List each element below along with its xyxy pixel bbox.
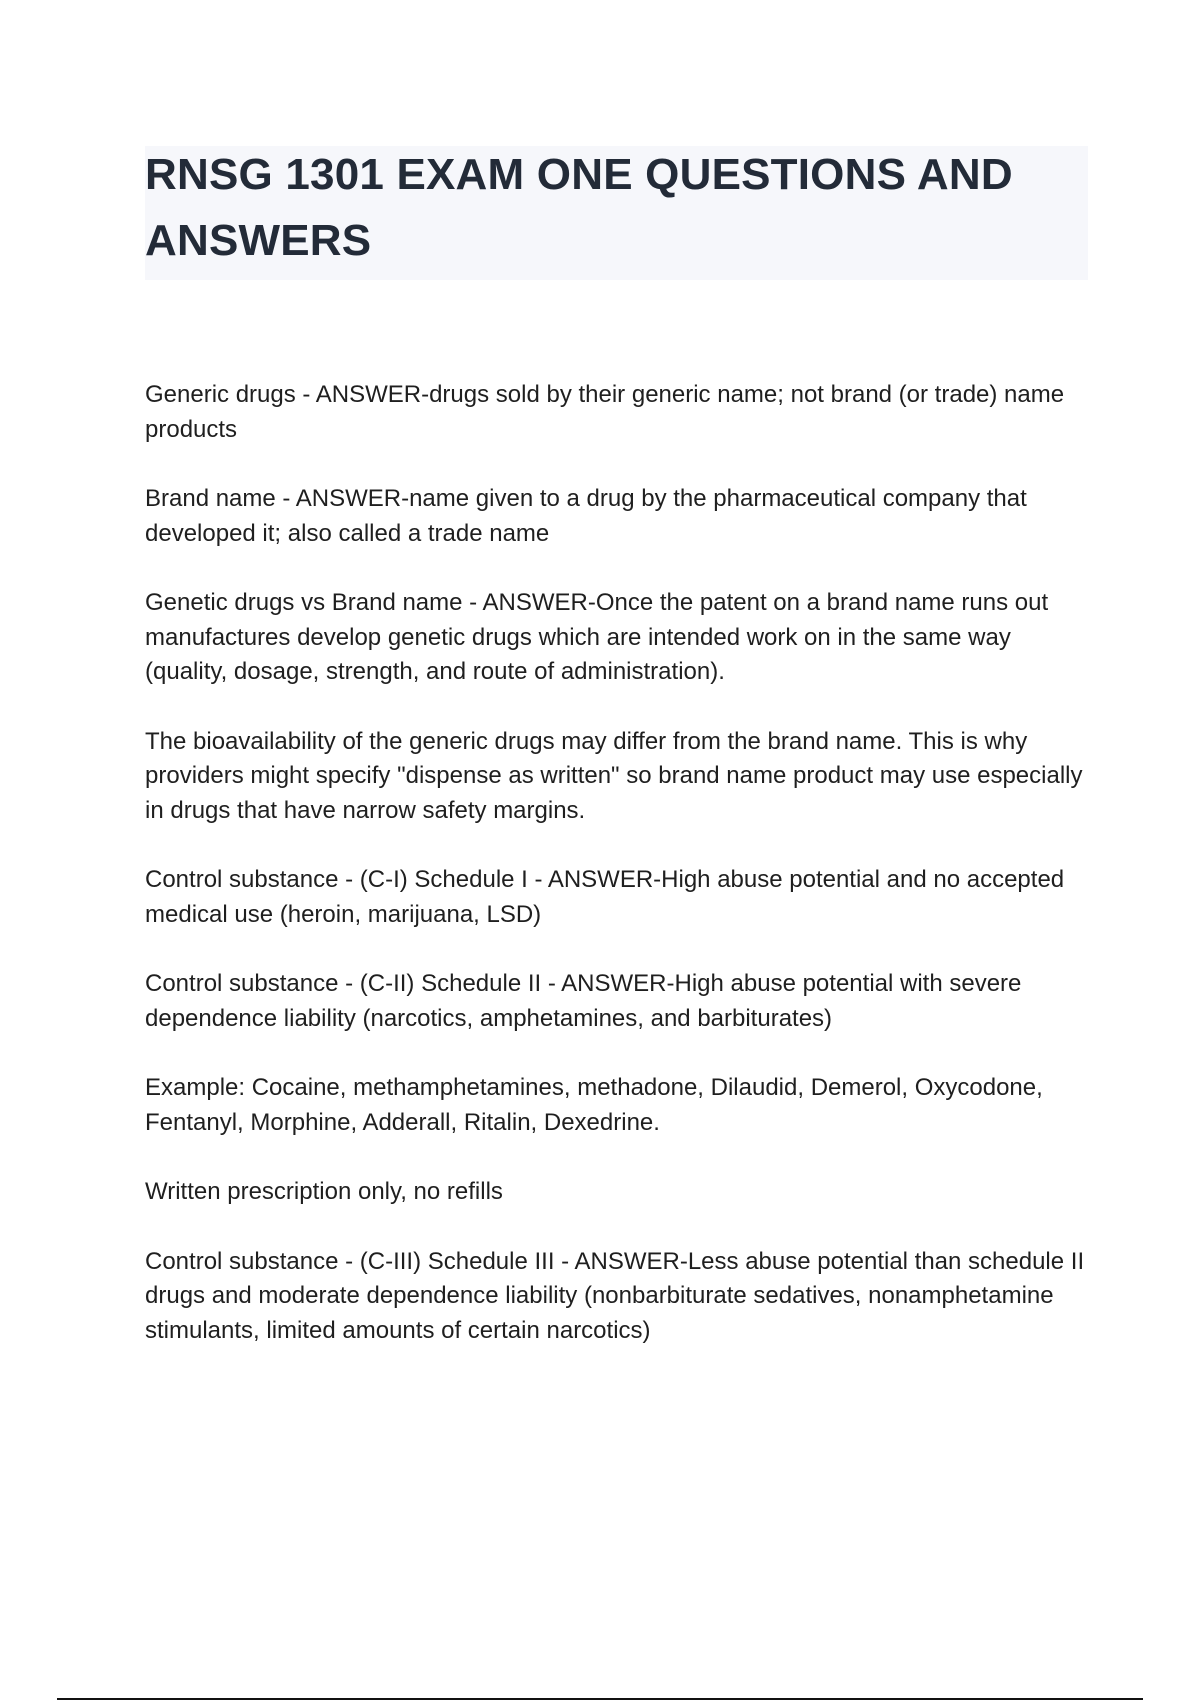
paragraph-written-prescription: Written prescription only, no refills	[145, 1178, 503, 1205]
paragraph-genetic-vs-brand: Genetic drugs vs Brand name - ANSWER-Once the patent on a brand name runs out manufactures develop genetic drugs which are intended work on in the same way (quality, dosage, strength, and route of administration).	[145, 589, 1049, 685]
paragraph-generic-drugs: Generic drugs - ANSWER-drugs sold by their generic name; not brand (or trade) name products	[145, 381, 1065, 443]
document-body	[145, 378, 1090, 1383]
paragraph-brand-name: Brand name - ANSWER-name given to a drug by the pharmaceutical company that developed it; also called a trade name	[145, 485, 1027, 547]
paragraph-schedule-ii: Control substance - (C-II) Schedule II - ANSWER-High abuse potential with severe dependence liability (narcotics, amphetamines, and barbiturates)	[145, 970, 1022, 1032]
paragraph-schedule-i: Control substance - (C-I) Schedule I - ANSWER-High abuse potential and no accepted medical use (heroin, marijuana, LSD)	[145, 866, 1065, 928]
paragraph-schedule-ii-examples: Example: Cocaine, methamphetamines, methadone, Dilaudid, Demerol, Oxycodone, Fentanyl, Morphine, Adderall, Ritalin, Dexedrine.	[145, 1074, 1043, 1136]
paragraph-schedule-iii: Control substance - (C-III) Schedule III - ANSWER-Less abuse potential than schedule II drugs and moderate dependence liability (nonbarbiturate sedatives, nonamphetamine stimulants, limited amounts of certain narcotics)	[145, 1247, 1085, 1344]
document-title: RNSG 1301 EXAM ONE QUESTIONS AND ANSWERS	[145, 150, 1013, 265]
paragraph-bioavailability: The bioavailability of the generic drugs may differ from the brand name. This is why providers might specify "dispense as written" so brand name product may use especially in drugs that have narrow safety margins.	[145, 727, 1083, 824]
